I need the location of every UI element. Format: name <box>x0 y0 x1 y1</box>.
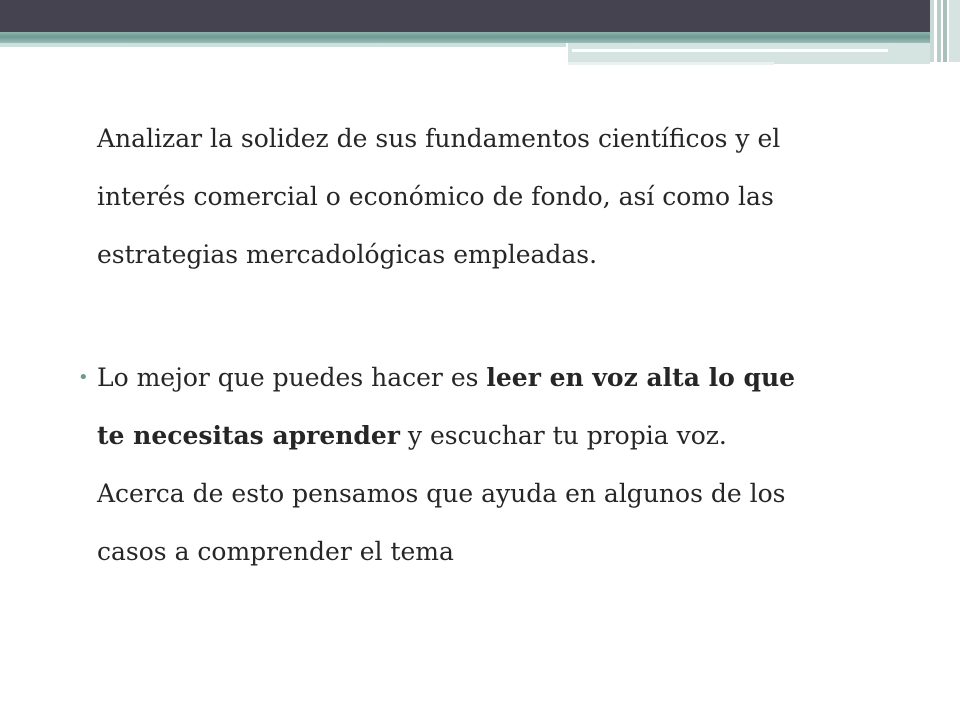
bullet-icon: • <box>78 367 89 388</box>
paragraph-line: casos a comprender el tema <box>97 537 454 566</box>
paragraph-line: Acerca de esto pensamos que ayuda en algunos de los <box>97 479 786 508</box>
paragraph-line <box>97 407 877 465</box>
paragraph-line: estrategias mercadológicas empleadas. <box>97 240 598 269</box>
top-decor-bar <box>0 0 960 32</box>
text-bold: leer en voz alta lo que <box>486 363 796 392</box>
text-plain: Lo mejor que puedes hacer es <box>97 363 487 392</box>
text-plain: y escuchar tu propia voz. <box>399 421 727 450</box>
text-bold: te necesitas aprender <box>97 421 400 450</box>
paragraph-advice <box>97 349 877 581</box>
paragraph-line: interés comercial o económico de fondo, así como las <box>97 182 774 211</box>
step-decor-block <box>568 43 930 64</box>
step-decor-line <box>568 62 774 65</box>
paragraph-line: Analizar la solidez de sus fundamentos científicos y el <box>97 124 781 153</box>
step-decor-line <box>572 49 888 52</box>
paragraph-analysis <box>97 110 877 284</box>
vertical-decor-bar <box>949 0 960 62</box>
teal-decor-strip <box>0 43 566 47</box>
paragraph-line <box>97 349 877 407</box>
teal-decor-band <box>0 32 930 43</box>
